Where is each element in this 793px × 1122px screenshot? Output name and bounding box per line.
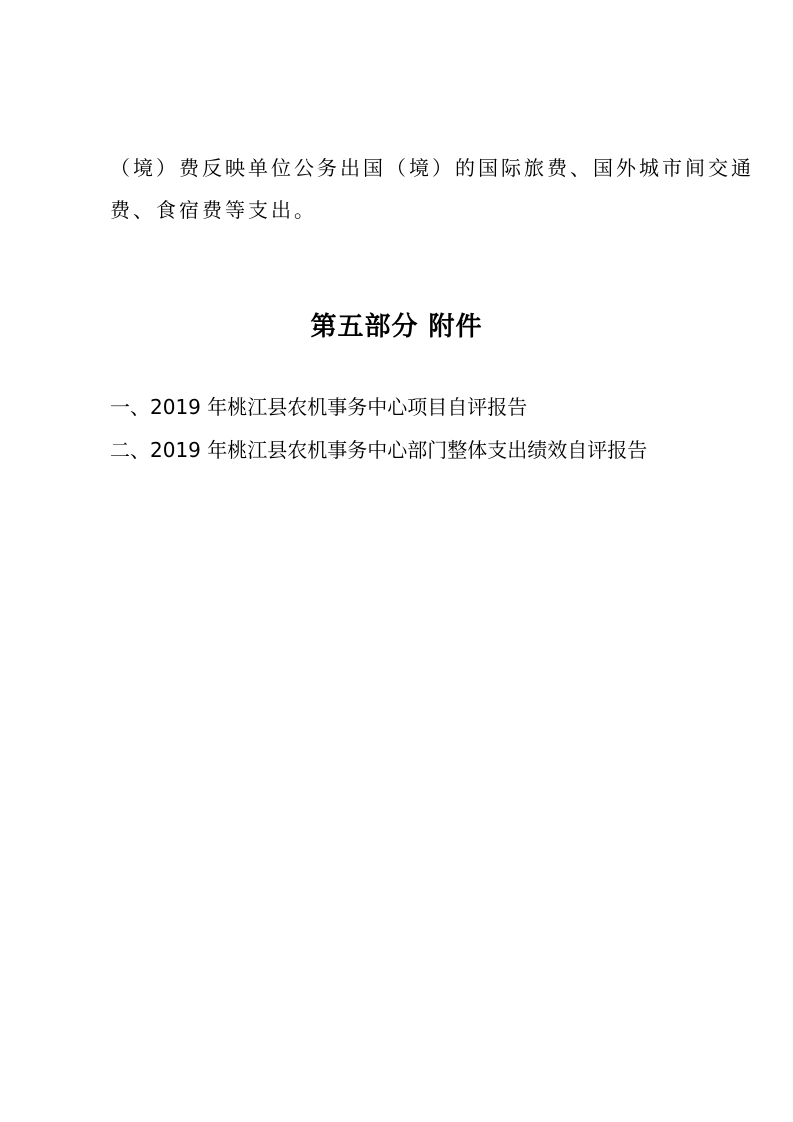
section-title: 第五部分 附件 (310, 312, 483, 342)
attachment-item-1: 一、2019 年桃江县农机事务中心项目自评报告 (110, 395, 528, 419)
attachment-item-2: 二、2019 年桃江县农机事务中心部门整体支出绩效自评报告 (110, 438, 648, 462)
body-text-line-1: （境）费反映单位公务出国（境）的国际旅费、国外城市间交通 (110, 156, 754, 180)
body-text-line-2: 费、食宿费等支出。 (110, 198, 317, 222)
